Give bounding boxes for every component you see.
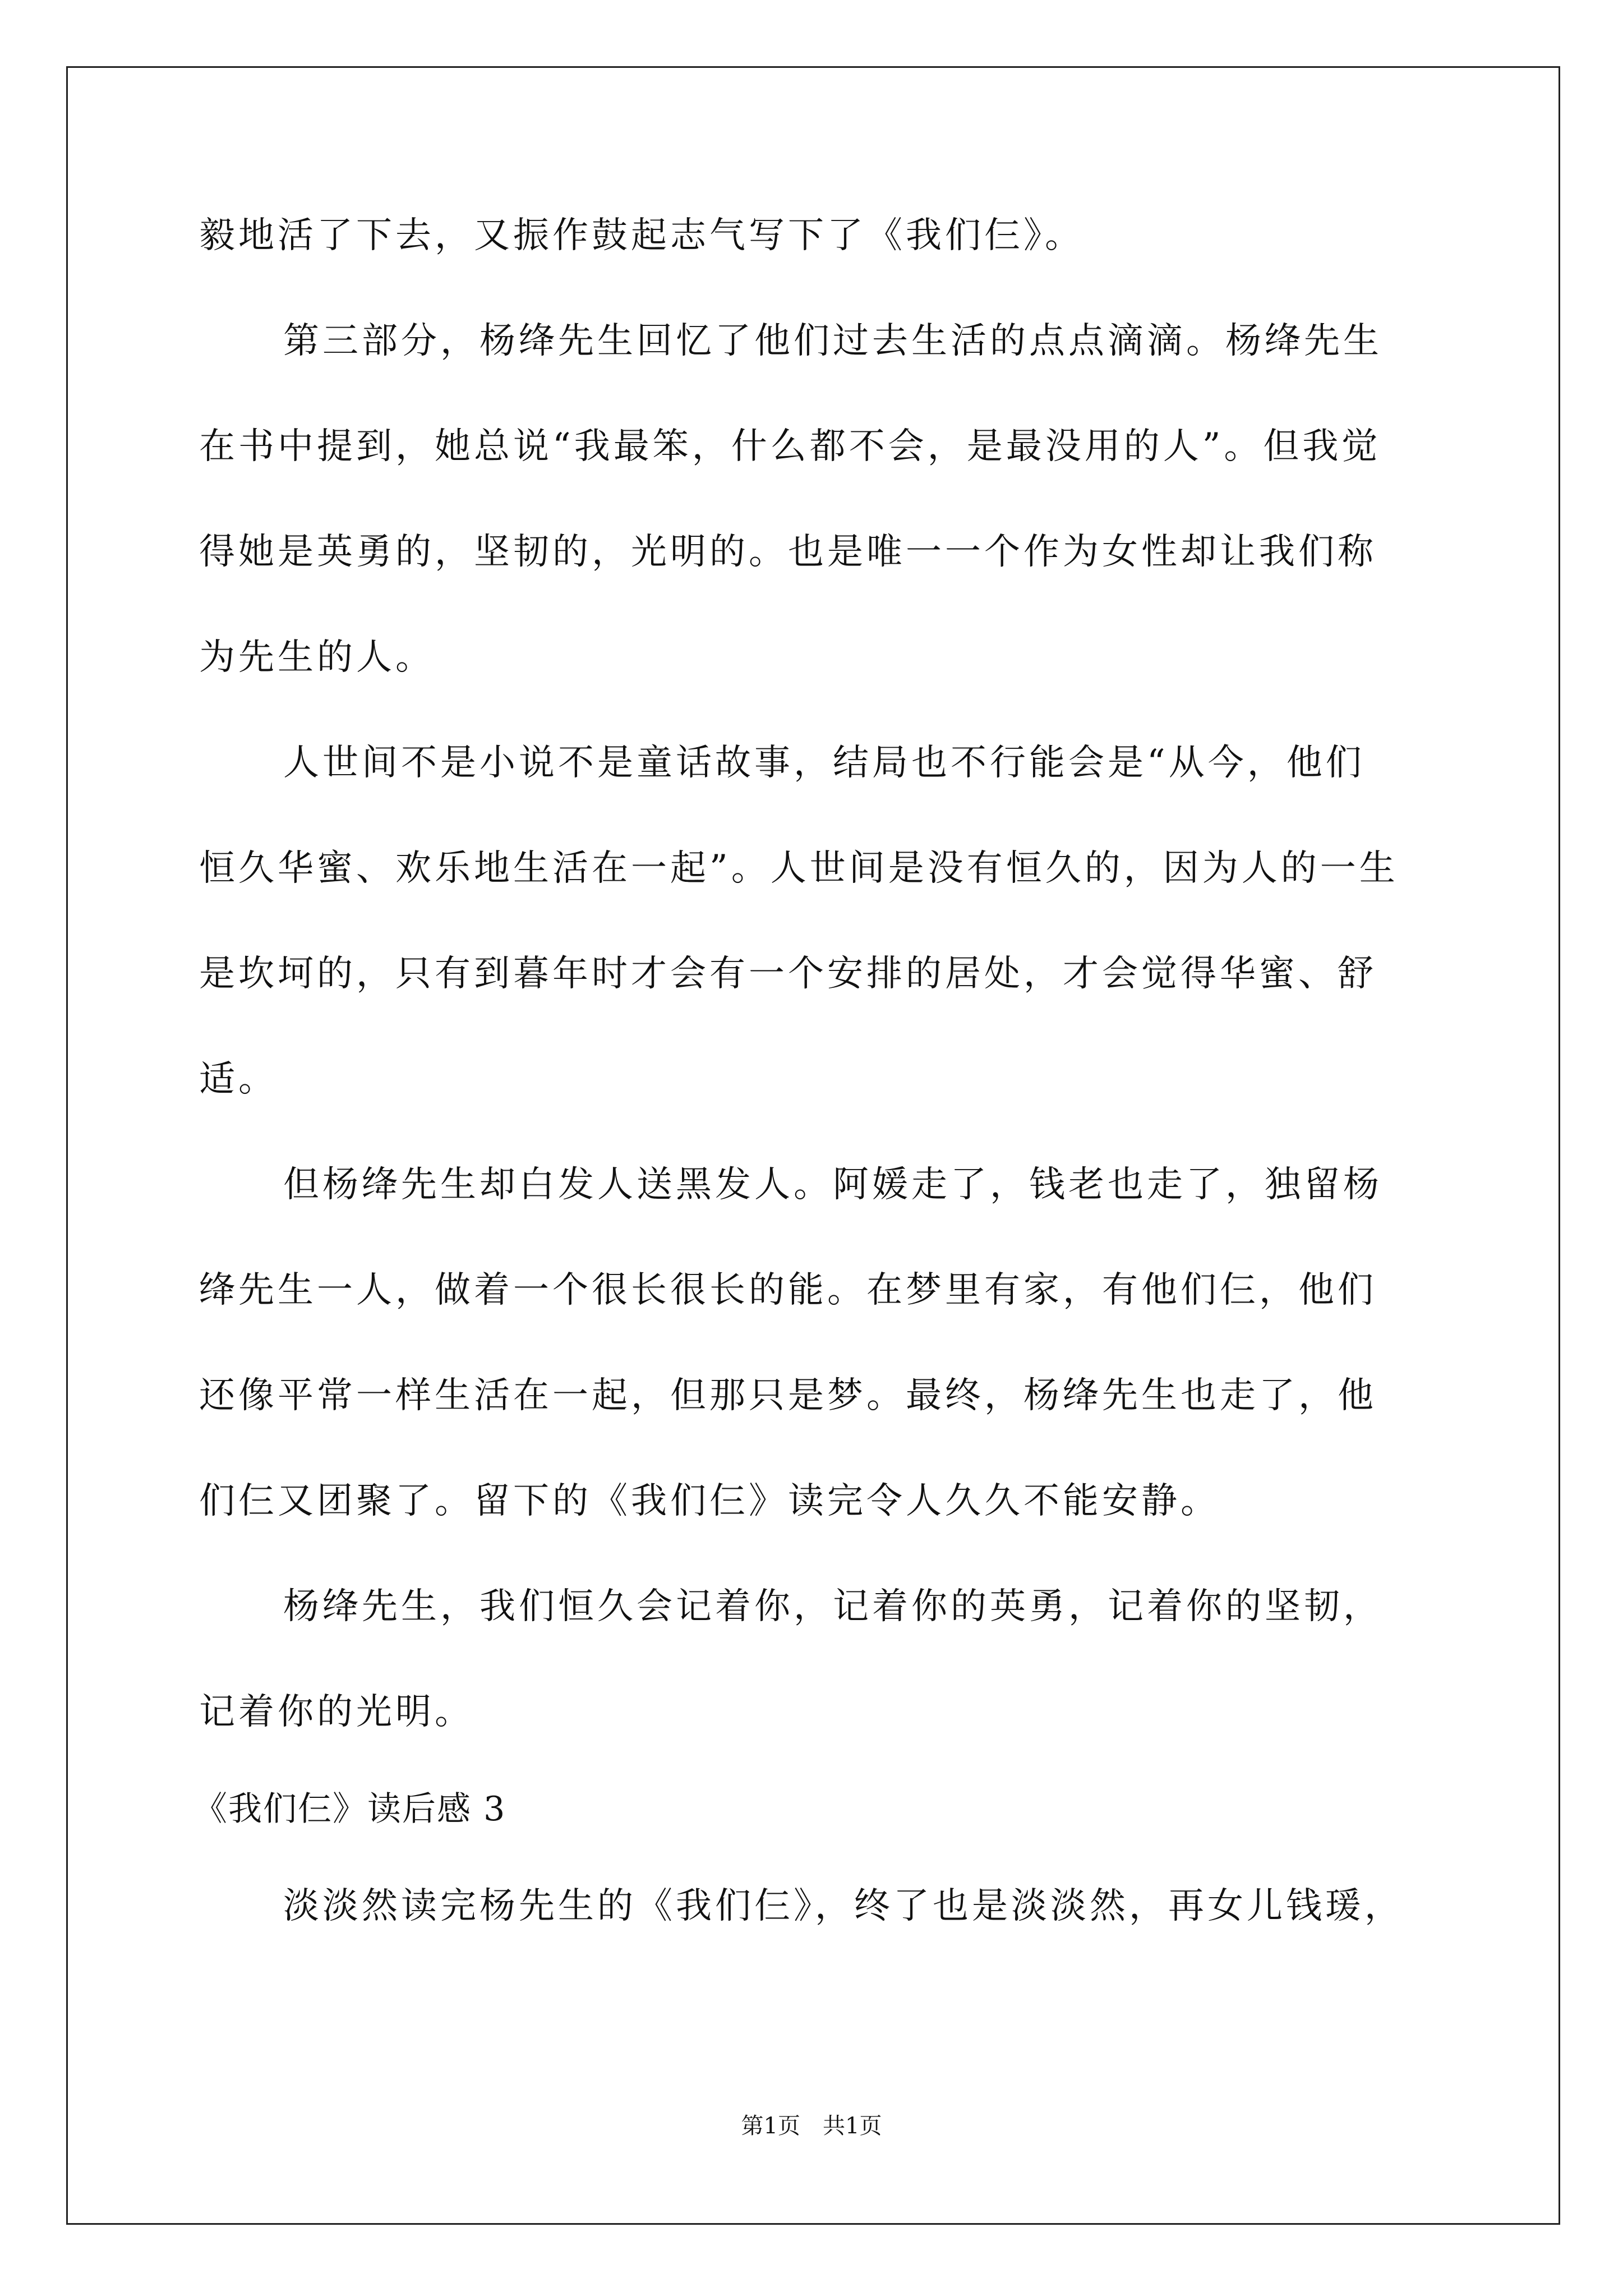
text-line: 为先生的人。 bbox=[199, 637, 435, 678]
text-line: 们仨又团聚了。留下的《我们仨》读完令人久久不能安静。 bbox=[199, 1480, 1220, 1522]
text-line: 得她是英勇的，坚韧的，光明的。也是唯一一个作为女性却让我们称 bbox=[199, 531, 1377, 573]
text-line: 在书中提到，她总说“我最笨，什么都不会，是最没用的人”。但我觉 bbox=[199, 426, 1381, 467]
section-heading: 《我们仨》读后感 3 bbox=[193, 1789, 506, 1829]
text-line: 适。 bbox=[199, 1059, 278, 1100]
text-line: 恒久华蜜、欢乐地生活在一起”。人世间是没有恒久的，因为人的一生 bbox=[199, 848, 1399, 889]
paragraph-first-line: 杨绛先生，我们恒久会记着你，记着你的英勇，记着你的坚韧， bbox=[283, 1586, 1382, 1627]
paragraph-first-line: 淡淡然读完杨先生的《我们仨》，终了也是淡淡然，再女儿钱瑗， bbox=[283, 1885, 1404, 1927]
page-number-total: 共1页 bbox=[823, 2113, 882, 2139]
text-line: 绛先生一人，做着一个很长很长的能。在梦里有家，有他们仨，他们 bbox=[199, 1269, 1377, 1311]
paragraph-first-line: 第三部分，杨绛先生回忆了他们过去生活的点点滴滴。杨绛先生 bbox=[283, 320, 1382, 362]
paragraph-first-line: 人世间不是小说不是童话故事，结局也不行能会是“从今，他们 bbox=[283, 742, 1365, 784]
text-line: 毅地活了下去，又振作鼓起志气写下了《我们仨》。 bbox=[199, 215, 1084, 256]
paragraph-first-line: 但杨绛先生却白发人送黑发人。阿媛走了，钱老也走了，独留杨 bbox=[283, 1164, 1382, 1205]
text-line: 还像平常一样生活在一起，但那只是梦。最终，杨绛先生也走了，他 bbox=[199, 1375, 1377, 1416]
text-line: 是坎坷的，只有到暮年时才会有一个安排的居处，才会觉得华蜜、舒 bbox=[199, 953, 1377, 995]
page-number-current: 第1页 bbox=[741, 2113, 800, 2139]
text-line: 记着你的光明。 bbox=[199, 1691, 474, 1733]
page-footer bbox=[0, 2112, 1623, 2140]
